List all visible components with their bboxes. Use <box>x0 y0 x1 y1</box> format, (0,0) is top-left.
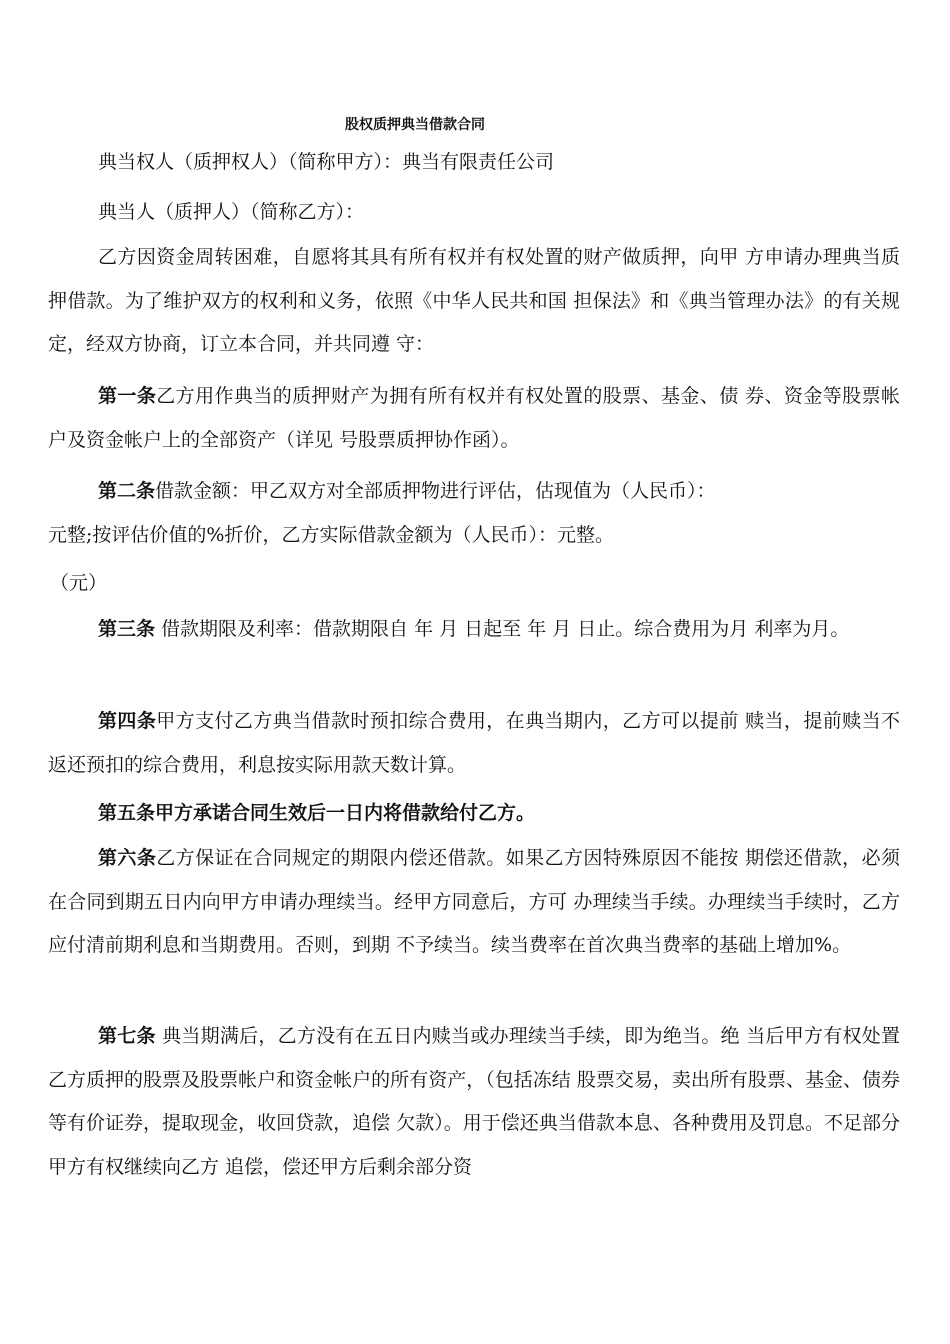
article-7-body: 典当期满后，乙方没有在五日内赎当或办理续当手续，即为绝当。绝 当后甲方有权处置乙方质押的股票及股票帐户和资金帐户的所有资产，（包括冻结 股票交易，卖出所有股票、基金、债券等有价证券，提取现金，收回贷款，追偿 欠款）。用于偿还典当借款本息、各种费用及罚息。不足部分甲方有权继续向乙方 追偿，偿还甲方后剩余部分资 <box>48 1025 900 1178</box>
unit-note: （元） <box>50 572 108 594</box>
article-6 <box>48 837 900 968</box>
article-4-body: 甲方支付乙方典当借款时预扣综合费用，在典当期内，乙方可以提前 赎当，提前赎当不返还预扣的综合费用，利息按实际用款天数计算。 <box>48 710 900 776</box>
article-3 <box>48 608 900 652</box>
article-4 <box>48 700 900 787</box>
article-2-head: 第二条 <box>98 480 156 502</box>
article-3-body: 借款期限及利率：借款期限自 年 月 日起至 年 月 日止。综合费用为月 利率为月。 <box>155 618 850 640</box>
article-2-body: 借款金额：甲乙双方对全部质押物进行评估，估现值为（人民币）： <box>155 480 716 502</box>
article-1-head: 第一条 <box>98 385 157 407</box>
article-2-continuation: 元整;按评估价值的%折价，乙方实际借款金额为（人民币）：元整。 <box>48 524 614 546</box>
article-5 <box>48 792 900 836</box>
party-b-line: 典当人（质押人）（简称乙方）： <box>98 201 365 223</box>
article-6-head: 第六条 <box>98 847 157 869</box>
article-7-head: 第七条 <box>98 1025 156 1047</box>
article-1 <box>48 375 900 462</box>
article-6-body: 乙方保证在合同规定的期限内偿还借款。如果乙方因特殊原因不能按 期偿还借款，必须在合同到期五日内向甲方申请办理续当。经甲方同意后，方可 办理续当手续。办理续当手续时，乙方应付清前期利息和当期费用。否则，到期 不予续当。续当费率在首次典当费率的基础上增加%。 <box>48 847 900 956</box>
article-2 <box>48 470 900 514</box>
document-title: 股权质押典当借款合同 <box>345 117 485 133</box>
article-3-head: 第三条 <box>98 618 156 640</box>
preamble-paragraph: 乙方因资金周转困难，自愿将其具有所有权并有权处置的财产做质押，向甲 方申请办理典当质押借款。为了维护双方的权利和义务，依照《中华人民共和国 担保法》和《典当管理办法》的有关规定，经双方协商，订立本合同，并共同遵 守： <box>48 246 900 355</box>
article-4-head: 第四条 <box>98 710 157 732</box>
article-1-body: 乙方用作典当的质押财产为拥有所有权并有权处置的股票、基金、债 券、资金等股票帐户及资金帐户上的全部资产（详见 号股票质押协作函）。 <box>48 385 900 451</box>
party-a-line: 典当权人（质押权人）（简称甲方）：典当有限责任公司 <box>98 151 555 173</box>
article-7 <box>48 1015 900 1189</box>
article-5-head: 第五条甲方承诺合同生效后一日内将借款给付乙方。 <box>98 802 536 824</box>
